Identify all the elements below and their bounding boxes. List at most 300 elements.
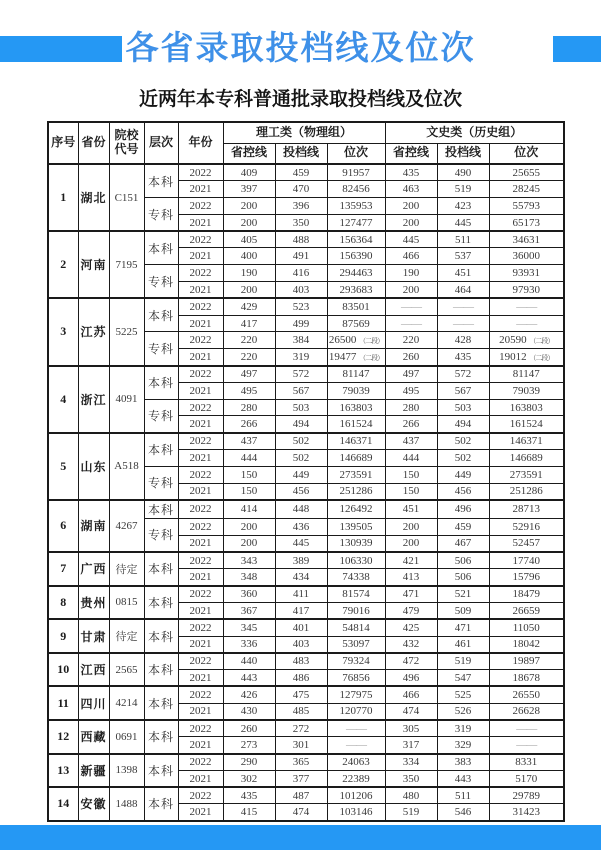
value-cell: 290 (223, 754, 275, 771)
value-cell: 93931 (489, 265, 564, 282)
value-cell: 266 (223, 416, 275, 433)
year-cell: 2021 (178, 349, 223, 366)
table-row (48, 787, 564, 804)
code-cell: 5225 (109, 298, 144, 365)
value-cell: 451 (385, 500, 437, 519)
value-cell: 494 (437, 416, 489, 433)
year-cell: 2021 (178, 282, 223, 299)
value-cell: 220 (223, 332, 275, 349)
value-cell: 400 (223, 248, 275, 265)
header-no: 序号 (48, 122, 78, 164)
value-cell: 146371 (327, 433, 385, 450)
value-cell: 319 (437, 720, 489, 737)
value-cell: 475 (275, 686, 327, 703)
year-cell: 2022 (178, 466, 223, 483)
value-cell: 266 (385, 416, 437, 433)
year-cell: 2021 (178, 416, 223, 433)
value-cell: 24063 (327, 754, 385, 771)
value-cell: —— (489, 737, 564, 754)
year-cell: 2022 (178, 366, 223, 383)
table-row (48, 231, 564, 248)
year-cell: 2021 (178, 602, 223, 619)
level-cell: 本科 (144, 619, 178, 653)
value-cell: —— (385, 298, 437, 315)
value-cell: 443 (437, 770, 489, 787)
value-cell: 146689 (327, 450, 385, 467)
value-cell: 456 (437, 483, 489, 500)
value-cell: 497 (223, 366, 275, 383)
province-cell: 贵州 (78, 586, 109, 620)
value-cell: 19477 （二段） (327, 349, 385, 366)
year-cell: 2021 (178, 569, 223, 586)
value-cell: 28713 (489, 500, 564, 519)
value-cell: 8331 (489, 754, 564, 771)
value-cell: 81147 (327, 366, 385, 383)
value-cell: 83501 (327, 298, 385, 315)
value-cell: 19012 （二段） (489, 349, 564, 366)
level-cell: 本科 (144, 686, 178, 720)
value-cell: 519 (437, 181, 489, 198)
header-year: 年份 (178, 122, 223, 164)
value-cell: 437 (223, 433, 275, 450)
year-cell: 2022 (178, 586, 223, 603)
score-table (47, 121, 565, 822)
value-cell: 26550 (489, 686, 564, 703)
level-cell: 本科 (144, 433, 178, 467)
value-cell: 336 (223, 636, 275, 653)
value-cell: 496 (385, 670, 437, 687)
value-cell: 293683 (327, 282, 385, 299)
value-cell: 260 (385, 349, 437, 366)
value-cell: 272 (275, 720, 327, 737)
value-cell: 497 (385, 366, 437, 383)
value-cell: 25655 (489, 164, 564, 181)
value-cell: 526 (437, 703, 489, 720)
level-cell: 本科 (144, 231, 178, 265)
year-cell: 2022 (178, 500, 223, 519)
value-cell: 449 (275, 466, 327, 483)
value-cell: —— (489, 298, 564, 315)
value-cell: 19897 (489, 653, 564, 670)
value-cell: 345 (223, 619, 275, 636)
value-cell: 506 (437, 552, 489, 569)
value-cell: 466 (385, 686, 437, 703)
value-cell: 456 (275, 483, 327, 500)
value-cell: 146689 (489, 450, 564, 467)
value-cell: 273 (223, 737, 275, 754)
value-cell: 451 (437, 265, 489, 282)
code-cell: 待定 (109, 619, 144, 653)
year-cell: 2022 (178, 231, 223, 248)
year-cell: 2022 (178, 518, 223, 535)
value-cell: 511 (437, 231, 489, 248)
value-cell: 126492 (327, 500, 385, 519)
value-cell: 435 (437, 349, 489, 366)
level-cell: 本科 (144, 298, 178, 332)
header-arts-admit-line: 投档线 (437, 143, 489, 164)
value-cell: 156390 (327, 248, 385, 265)
value-cell: 135953 (327, 198, 385, 215)
value-cell: 53097 (327, 636, 385, 653)
value-cell: 334 (385, 754, 437, 771)
value-cell: 546 (437, 804, 489, 821)
level-cell: 专科 (144, 466, 178, 500)
value-cell: 403 (275, 282, 327, 299)
value-cell: 317 (385, 737, 437, 754)
value-cell: 150 (223, 483, 275, 500)
value-cell: 403 (275, 636, 327, 653)
value-cell: —— (385, 315, 437, 332)
header-science-admit-line: 投档线 (275, 143, 327, 164)
value-cell: 305 (385, 720, 437, 737)
value-cell: 440 (223, 653, 275, 670)
value-cell: —— (437, 315, 489, 332)
value-cell: 200 (385, 198, 437, 215)
value-cell: 52457 (489, 535, 564, 552)
province-cell: 西藏 (78, 720, 109, 754)
value-cell: 434 (275, 569, 327, 586)
value-cell: 18042 (489, 636, 564, 653)
value-cell: 260 (223, 720, 275, 737)
value-cell: 34631 (489, 231, 564, 248)
value-cell: 343 (223, 552, 275, 569)
value-cell: 466 (385, 248, 437, 265)
year-cell: 2021 (178, 382, 223, 399)
table-row (48, 552, 564, 569)
level-cell: 本科 (144, 720, 178, 754)
value-cell: 472 (385, 653, 437, 670)
value-cell: 502 (437, 450, 489, 467)
level-cell: 本科 (144, 500, 178, 519)
value-cell: 79039 (489, 382, 564, 399)
table-row (48, 298, 564, 315)
header-level: 层次 (144, 122, 178, 164)
province-cell: 山东 (78, 433, 109, 500)
value-cell: 200 (223, 535, 275, 552)
row-number-cell: 11 (48, 686, 78, 720)
value-cell: 483 (275, 653, 327, 670)
level-cell: 专科 (144, 332, 178, 366)
value-cell: 55793 (489, 198, 564, 215)
value-cell: 161524 (327, 416, 385, 433)
value-cell: 502 (275, 450, 327, 467)
value-cell: 432 (385, 636, 437, 653)
value-cell: —— (489, 315, 564, 332)
year-cell: 2021 (178, 636, 223, 653)
level-cell: 专科 (144, 399, 178, 433)
value-cell: 444 (385, 450, 437, 467)
value-cell: 519 (437, 653, 489, 670)
header-province: 省份 (78, 122, 109, 164)
value-cell: 428 (437, 332, 489, 349)
table-header (48, 122, 564, 164)
code-cell: 0815 (109, 586, 144, 620)
level-cell: 本科 (144, 552, 178, 586)
value-cell: —— (327, 737, 385, 754)
year-cell: 2021 (178, 670, 223, 687)
value-cell: 377 (275, 770, 327, 787)
segment-note: （二段） (529, 337, 554, 346)
year-cell: 2021 (178, 703, 223, 720)
value-cell: 200 (385, 282, 437, 299)
header-science-control-line: 省控线 (223, 143, 275, 164)
code-cell: A518 (109, 433, 144, 500)
value-cell: 26659 (489, 602, 564, 619)
table-row (48, 686, 564, 703)
value-cell: 190 (223, 265, 275, 282)
code-cell: 0691 (109, 720, 144, 754)
level-cell: 专科 (144, 198, 178, 232)
value-cell: 360 (223, 586, 275, 603)
province-cell: 江西 (78, 653, 109, 687)
page-title: 各省录取投档线及位次 (125, 29, 476, 66)
value-cell: 163803 (489, 399, 564, 416)
value-cell: 506 (437, 569, 489, 586)
value-cell: 150 (223, 466, 275, 483)
code-cell: C151 (109, 164, 144, 231)
header-arts-rank: 位次 (489, 143, 564, 164)
value-cell: 490 (437, 164, 489, 181)
value-cell: 495 (385, 382, 437, 399)
level-cell: 专科 (144, 265, 178, 299)
value-cell: 106330 (327, 552, 385, 569)
value-cell: 17740 (489, 552, 564, 569)
value-cell: 421 (385, 552, 437, 569)
value-cell: 461 (437, 636, 489, 653)
value-cell: 5170 (489, 770, 564, 787)
code-cell: 待定 (109, 552, 144, 586)
value-cell: 156364 (327, 231, 385, 248)
level-cell: 本科 (144, 653, 178, 687)
value-cell: 463 (385, 181, 437, 198)
value-cell: 397 (223, 181, 275, 198)
value-cell: 81574 (327, 586, 385, 603)
value-cell: 384 (275, 332, 327, 349)
value-cell: 444 (223, 450, 275, 467)
year-cell: 2021 (178, 248, 223, 265)
table-row (48, 720, 564, 737)
value-cell: 572 (437, 366, 489, 383)
value-cell: 509 (437, 602, 489, 619)
row-number-cell: 9 (48, 619, 78, 653)
value-cell: 280 (223, 399, 275, 416)
header-science-group: 理工类（物理组） (223, 122, 385, 143)
value-cell: 567 (275, 382, 327, 399)
value-cell: 470 (275, 181, 327, 198)
value-cell: 415 (223, 804, 275, 821)
value-cell: 101206 (327, 787, 385, 804)
table-row (48, 586, 564, 603)
row-number-cell: 10 (48, 653, 78, 687)
value-cell: 547 (437, 670, 489, 687)
level-cell: 本科 (144, 366, 178, 400)
header-row-1 (48, 122, 564, 143)
value-cell: 435 (223, 787, 275, 804)
year-cell: 2022 (178, 619, 223, 636)
value-cell: 417 (223, 315, 275, 332)
value-cell: 567 (437, 382, 489, 399)
code-cell: 1488 (109, 787, 144, 821)
year-cell: 2021 (178, 770, 223, 787)
year-cell: 2022 (178, 653, 223, 670)
row-number-cell: 8 (48, 586, 78, 620)
value-cell: 480 (385, 787, 437, 804)
value-cell: 26628 (489, 703, 564, 720)
value-cell: 467 (437, 535, 489, 552)
value-cell: 220 (223, 349, 275, 366)
row-number-cell: 12 (48, 720, 78, 754)
province-cell: 江苏 (78, 298, 109, 365)
value-cell: 487 (275, 787, 327, 804)
row-number-cell: 1 (48, 164, 78, 231)
value-cell: 572 (275, 366, 327, 383)
value-cell: 200 (385, 518, 437, 535)
year-cell: 2022 (178, 399, 223, 416)
value-cell: 417 (275, 602, 327, 619)
value-cell: 301 (275, 737, 327, 754)
header-arts-group: 文史类（历史组） (385, 122, 564, 143)
province-cell: 湖北 (78, 164, 109, 231)
value-cell: 82456 (327, 181, 385, 198)
year-cell: 2021 (178, 214, 223, 231)
value-cell: 443 (223, 670, 275, 687)
value-cell: 503 (437, 399, 489, 416)
value-cell: 79039 (327, 382, 385, 399)
table-row (48, 366, 564, 383)
value-cell: 52916 (489, 518, 564, 535)
value-cell: 294463 (327, 265, 385, 282)
year-cell: 2021 (178, 450, 223, 467)
level-cell: 专科 (144, 518, 178, 552)
year-cell: 2021 (178, 804, 223, 821)
value-cell: 251286 (327, 483, 385, 500)
value-cell: 471 (385, 586, 437, 603)
table-row (48, 433, 564, 450)
value-cell: 464 (437, 282, 489, 299)
value-cell: 449 (437, 466, 489, 483)
year-cell: 2021 (178, 535, 223, 552)
value-cell: 486 (275, 670, 327, 687)
value-cell: 190 (385, 265, 437, 282)
value-cell: 97930 (489, 282, 564, 299)
value-cell: 511 (437, 787, 489, 804)
value-cell: 437 (385, 433, 437, 450)
code-cell: 2565 (109, 653, 144, 687)
value-cell: 445 (275, 535, 327, 552)
value-cell: 503 (275, 399, 327, 416)
province-cell: 浙江 (78, 366, 109, 433)
value-cell: 280 (385, 399, 437, 416)
value-cell: 127975 (327, 686, 385, 703)
value-cell: 200 (223, 282, 275, 299)
value-cell: 409 (223, 164, 275, 181)
value-cell: 525 (437, 686, 489, 703)
value-cell: 350 (275, 214, 327, 231)
value-cell: 91957 (327, 164, 385, 181)
year-cell: 2021 (178, 315, 223, 332)
value-cell: 496 (437, 500, 489, 519)
value-cell: 502 (275, 433, 327, 450)
year-cell: 2022 (178, 787, 223, 804)
value-cell: 430 (223, 703, 275, 720)
header-science-rank: 位次 (327, 143, 385, 164)
value-cell: 65173 (489, 214, 564, 231)
row-number-cell: 4 (48, 366, 78, 433)
value-cell: 494 (275, 416, 327, 433)
province-cell: 河南 (78, 231, 109, 298)
value-cell: 502 (437, 433, 489, 450)
value-cell: 29789 (489, 787, 564, 804)
value-cell: 302 (223, 770, 275, 787)
value-cell: 87569 (327, 315, 385, 332)
value-cell: 436 (275, 518, 327, 535)
value-cell: 459 (437, 518, 489, 535)
value-cell: 488 (275, 231, 327, 248)
level-cell: 本科 (144, 754, 178, 788)
code-cell: 1398 (109, 754, 144, 788)
province-cell: 安徽 (78, 787, 109, 821)
value-cell: 459 (275, 164, 327, 181)
year-cell: 2022 (178, 198, 223, 215)
value-cell: 396 (275, 198, 327, 215)
value-cell: 54814 (327, 619, 385, 636)
value-cell: 150 (385, 483, 437, 500)
province-cell: 广西 (78, 552, 109, 586)
value-cell: 26500 （二段） (327, 332, 385, 349)
province-cell: 甘肃 (78, 619, 109, 653)
value-cell: 76856 (327, 670, 385, 687)
value-cell: 18479 (489, 586, 564, 603)
value-cell: 491 (275, 248, 327, 265)
value-cell: 251286 (489, 483, 564, 500)
code-cell: 4091 (109, 366, 144, 433)
value-cell: 200 (223, 198, 275, 215)
value-cell: 103146 (327, 804, 385, 821)
value-cell: 435 (385, 164, 437, 181)
value-cell: 200 (223, 214, 275, 231)
value-cell: 367 (223, 602, 275, 619)
value-cell: 383 (437, 754, 489, 771)
header-code: 院校代号 (109, 122, 144, 164)
value-cell: 365 (275, 754, 327, 771)
value-cell: 405 (223, 231, 275, 248)
value-cell: 74338 (327, 569, 385, 586)
row-number-cell: 7 (48, 552, 78, 586)
value-cell: 31423 (489, 804, 564, 821)
value-cell: 411 (275, 586, 327, 603)
value-cell: 273591 (327, 466, 385, 483)
value-cell: 11050 (489, 619, 564, 636)
value-cell: 150 (385, 466, 437, 483)
year-cell: 2022 (178, 433, 223, 450)
row-number-cell: 2 (48, 231, 78, 298)
value-cell: 79324 (327, 653, 385, 670)
row-number-cell: 3 (48, 298, 78, 365)
value-cell: 523 (275, 298, 327, 315)
table-row (48, 164, 564, 181)
value-cell: 22389 (327, 770, 385, 787)
year-cell: 2022 (178, 754, 223, 771)
year-cell: 2022 (178, 265, 223, 282)
value-cell: 537 (437, 248, 489, 265)
value-cell: 521 (437, 586, 489, 603)
value-cell: 79016 (327, 602, 385, 619)
value-cell: 495 (223, 382, 275, 399)
value-cell: 81147 (489, 366, 564, 383)
value-cell: 15796 (489, 569, 564, 586)
value-cell: 499 (275, 315, 327, 332)
value-cell: —— (489, 720, 564, 737)
